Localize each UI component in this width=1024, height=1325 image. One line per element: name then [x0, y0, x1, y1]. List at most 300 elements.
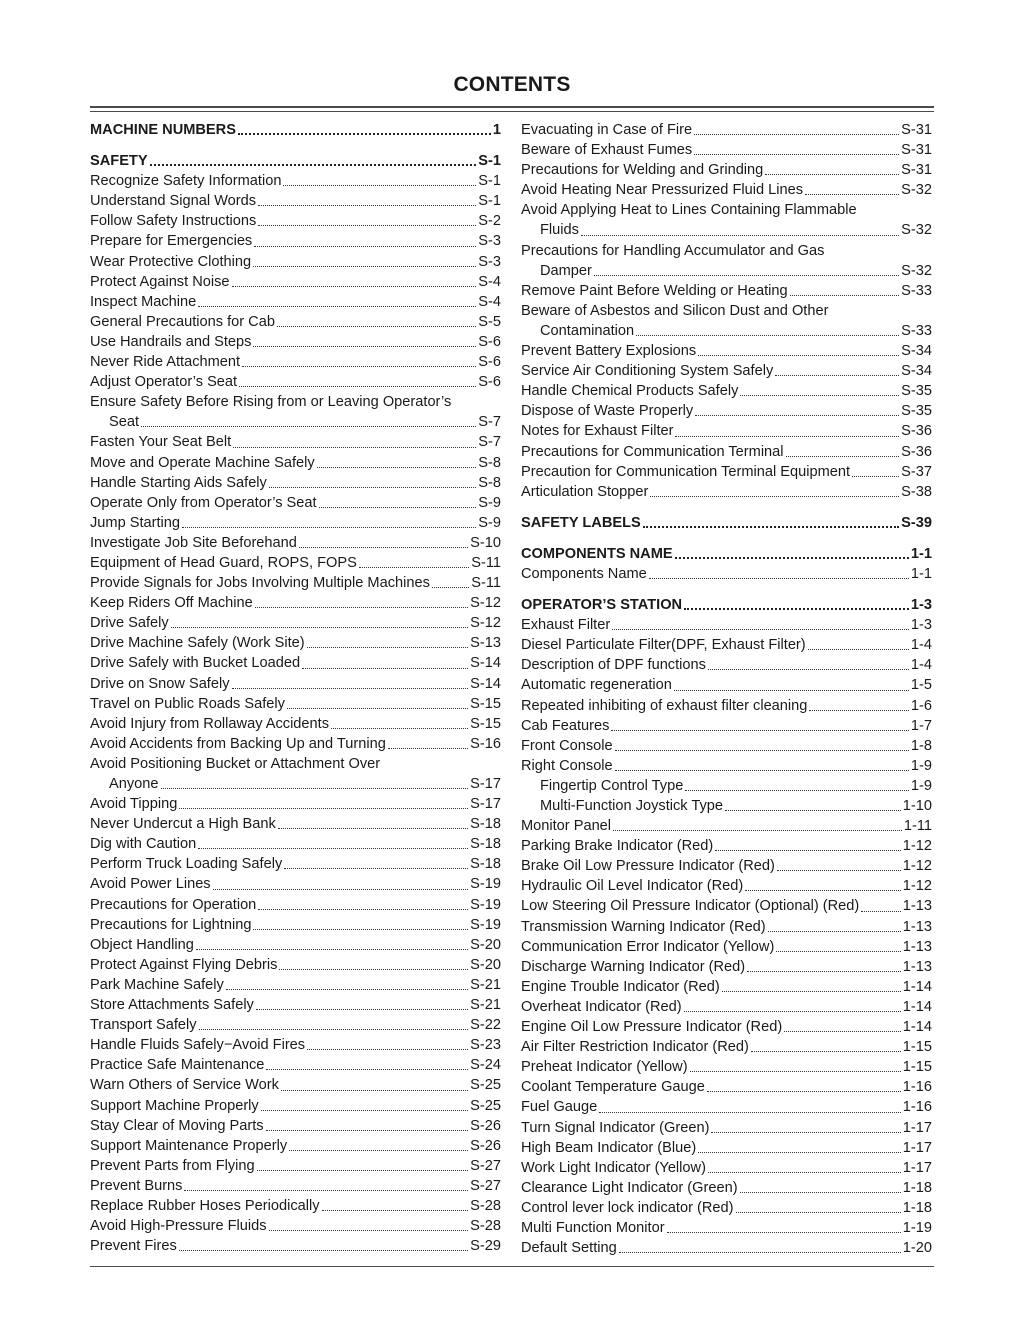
toc-leader-dots — [359, 567, 469, 568]
toc-entry-title: Preheat Indicator (Yellow) — [521, 1059, 688, 1076]
toc-entry[interactable] — [90, 834, 501, 854]
toc-entry[interactable] — [521, 281, 932, 301]
toc-page-number: S-1 — [478, 193, 501, 210]
toc-entry[interactable] — [521, 816, 932, 836]
toc-page-number: 1-13 — [902, 938, 932, 955]
toc-leader-dots — [740, 395, 899, 396]
toc-entry[interactable] — [90, 1096, 501, 1116]
toc-entry[interactable] — [90, 633, 501, 653]
toc-page-number: 1-20 — [902, 1240, 932, 1257]
toc-leader-dots — [649, 578, 909, 579]
toc-page-number: S-3 — [478, 253, 501, 270]
toc-leader-dots — [599, 1112, 901, 1113]
toc-leader-dots — [284, 868, 468, 869]
toc-entry[interactable] — [90, 694, 501, 714]
toc-entry[interactable] — [521, 937, 932, 957]
toc-entry-title: COMPONENTS NAME — [521, 545, 673, 562]
toc-page-number: S-7 — [478, 434, 501, 451]
toc-entry[interactable] — [90, 533, 501, 553]
toc-section-entry[interactable] — [521, 544, 932, 564]
toc-page-number: 1-11 — [903, 818, 932, 835]
toc-leader-dots — [281, 1090, 468, 1091]
toc-entry[interactable] — [521, 635, 932, 655]
toc-leader-dots — [266, 1069, 468, 1070]
toc-page-number: 1-13 — [902, 898, 932, 915]
toc-entry-title: Automatic regeneration — [521, 677, 672, 694]
toc-entry[interactable] — [90, 653, 501, 673]
toc-leader-dots — [258, 205, 476, 206]
toc-leader-dots — [694, 134, 899, 135]
toc-entry[interactable] — [90, 312, 501, 332]
toc-entry[interactable] — [521, 876, 932, 896]
toc-entry[interactable] — [90, 372, 501, 392]
toc-entry-title: Drive on Snow Safely — [90, 675, 230, 692]
toc-page-number: S-14 — [470, 655, 501, 672]
toc-leader-dots — [253, 266, 476, 267]
toc-leader-dots — [432, 587, 469, 588]
toc-entry-title: High Beam Indicator (Blue) — [521, 1139, 697, 1156]
toc-page-number: S-10 — [470, 534, 501, 551]
toc-entry[interactable] — [521, 1158, 932, 1178]
toc-page-number: S-31 — [901, 122, 932, 138]
page-title: CONTENTS — [453, 73, 571, 96]
toc-entry-title: Drive Safely — [90, 615, 169, 632]
toc-page-number: S-7 — [478, 414, 501, 431]
toc-page-number: S-13 — [470, 635, 501, 652]
toc-entry-title: Travel on Public Roads Safely — [90, 695, 285, 712]
toc-entry-title: Protect Against Noise — [90, 273, 230, 290]
toc-page-number: 1-12 — [902, 838, 932, 855]
toc-entry-title: Warn Others of Service Work — [90, 1077, 279, 1094]
toc-entry-title: Fasten Your Seat Belt — [90, 434, 232, 451]
toc-entry[interactable] — [521, 957, 932, 977]
toc-page-number: 1-3 — [910, 597, 932, 614]
toc-entry-title: Transmission Warning Indicator (Red) — [521, 918, 766, 935]
toc-entry-title: Stay Clear of Moving Parts — [90, 1117, 264, 1134]
toc-entry-title: Precaution for Communication Terminal Equipment — [521, 463, 851, 480]
toc-page-number: S-1 — [478, 153, 501, 170]
toc-leader-dots — [307, 1049, 468, 1050]
toc-leader-dots — [615, 750, 909, 751]
contents-column-right — [521, 120, 932, 1258]
toc-leader-dots — [643, 526, 899, 528]
toc-entry[interactable] — [521, 564, 932, 584]
toc-entry[interactable] — [90, 432, 501, 452]
toc-entry[interactable] — [90, 191, 501, 211]
toc-page-number: S-32 — [901, 222, 932, 239]
toc-leader-dots — [685, 790, 909, 791]
toc-leader-dots — [594, 275, 899, 276]
toc-entry[interactable] — [90, 473, 501, 493]
toc-leader-dots — [254, 246, 476, 247]
toc-entry[interactable] — [521, 1077, 932, 1097]
toc-page-number: S-15 — [470, 695, 501, 712]
toc-entry[interactable] — [90, 895, 501, 915]
toc-entry[interactable] — [90, 995, 501, 1015]
toc-entry[interactable] — [521, 160, 932, 180]
toc-entry-title: Prevent Burns — [90, 1177, 183, 1194]
toc-page-number: 1-16 — [902, 1099, 932, 1116]
toc-entry[interactable] — [90, 252, 501, 272]
toc-leader-dots — [675, 436, 899, 437]
toc-leader-dots — [708, 1172, 901, 1173]
toc-entry[interactable] — [521, 220, 932, 240]
toc-entry[interactable] — [90, 1035, 501, 1055]
toc-entry-title: Use Handrails and Steps — [90, 333, 252, 350]
toc-entry[interactable] — [521, 856, 932, 876]
toc-entry-title: Coolant Temperature Gauge — [521, 1079, 705, 1096]
toc-entry[interactable] — [521, 776, 932, 796]
toc-entry-title: Object Handling — [90, 936, 194, 953]
toc-leader-dots — [776, 951, 900, 952]
toc-leader-dots — [852, 476, 899, 477]
toc-entry-title: Control lever lock indicator (Red) — [521, 1199, 734, 1216]
toc-entry[interactable] — [90, 955, 501, 975]
toc-section-entry[interactable] — [521, 513, 932, 533]
toc-entry[interactable] — [521, 482, 932, 502]
toc-entry-title: Operate Only from Operator’s Seat — [90, 494, 317, 511]
toc-entry-title: Repeated inhibiting of exhaust filter cleaning — [521, 697, 808, 714]
toc-page-number: S-37 — [901, 463, 932, 480]
toc-entry-title: Cab Features — [521, 717, 610, 734]
toc-entry[interactable] — [521, 442, 932, 462]
toc-entry[interactable] — [90, 1015, 501, 1035]
toc-entry-title-line[interactable]: Ensure Safety Before Rising from or Leaving Operator’s — [90, 394, 452, 411]
toc-entry[interactable] — [90, 211, 501, 231]
toc-entry-title: Avoid Tipping — [90, 796, 178, 813]
toc-entry[interactable] — [521, 1218, 932, 1238]
toc-entry[interactable] — [90, 453, 501, 473]
toc-leader-dots — [278, 828, 468, 829]
section-gap — [521, 533, 932, 544]
toc-entry-title-line[interactable]: Precautions for Handling Accumulator and Gas — [521, 242, 825, 259]
toc-entry-title: Turn Signal Indicator (Green) — [521, 1119, 710, 1136]
toc-entry[interactable] — [90, 814, 501, 834]
toc-page-number: S-6 — [478, 374, 501, 391]
toc-entry[interactable] — [521, 321, 932, 341]
toc-entry[interactable] — [521, 140, 932, 160]
toc-page-number: S-26 — [470, 1117, 501, 1134]
toc-leader-dots — [708, 669, 909, 670]
toc-leader-dots — [784, 1031, 901, 1032]
toc-entry-title: Remove Paint Before Welding or Heating — [521, 282, 788, 299]
toc-page-number: 1-9 — [910, 757, 932, 774]
toc-entry[interactable] — [90, 1055, 501, 1075]
toc-entry[interactable] — [521, 261, 932, 281]
toc-entry[interactable] — [90, 553, 501, 573]
toc-leader-dots — [747, 971, 901, 972]
section-gap — [90, 140, 501, 151]
toc-page-number: S-39 — [901, 514, 932, 531]
toc-page-number: 1-1 — [910, 565, 932, 582]
toc-entry[interactable] — [521, 917, 932, 937]
toc-entry-title: Anyone — [109, 776, 159, 792]
toc-entry-title: Evacuating in Case of Fire — [521, 122, 693, 138]
toc-entry[interactable] — [521, 796, 932, 816]
toc-entry-title: Diesel Particulate Filter(DPF, Exhaust Filter) — [521, 637, 806, 654]
toc-entry-title: Avoid Injury from Rollaway Accidents — [90, 715, 330, 732]
toc-entry[interactable] — [90, 1176, 501, 1196]
toc-entry-title: SAFETY LABELS — [521, 514, 641, 531]
toc-entry-title: Support Maintenance Properly — [90, 1137, 288, 1154]
toc-entry[interactable] — [521, 675, 932, 695]
toc-leader-dots — [279, 969, 468, 970]
top-rule — [90, 106, 934, 108]
toc-leader-dots — [302, 668, 468, 669]
toc-entry[interactable] — [521, 1037, 932, 1057]
toc-page-number: S-32 — [901, 182, 932, 199]
toc-entry[interactable] — [90, 1156, 501, 1176]
toc-entry[interactable] — [90, 613, 501, 633]
toc-leader-dots — [619, 1252, 901, 1253]
toc-entry[interactable] — [90, 231, 501, 251]
toc-page-number: S-32 — [901, 262, 932, 279]
toc-entry-title: Equipment of Head Guard, ROPS, FOPS — [90, 554, 357, 571]
toc-leader-dots — [722, 991, 901, 992]
toc-entry-title: Prepare for Emergencies — [90, 233, 253, 250]
toc-entry[interactable] — [90, 1236, 501, 1256]
toc-page-number: 1-15 — [902, 1059, 932, 1076]
toc-entry-title: Avoid High-Pressure Fluids — [90, 1218, 267, 1235]
toc-entry[interactable] — [90, 272, 501, 292]
toc-leader-dots — [239, 386, 476, 387]
toc-entry-title: Notes for Exhaust Filter — [521, 423, 674, 440]
toc-entry-title: Drive Safely with Bucket Loaded — [90, 655, 301, 672]
toc-page-number: 1-14 — [902, 1019, 932, 1036]
toc-entry[interactable] — [90, 874, 501, 894]
toc-page-number: 1-1 — [910, 545, 932, 562]
toc-page-number: S-23 — [470, 1037, 501, 1054]
toc-entry[interactable] — [521, 716, 932, 736]
toc-leader-dots — [690, 1071, 901, 1072]
toc-entry[interactable] — [90, 412, 501, 432]
toc-entry-title: Beware of Exhaust Fumes — [521, 142, 693, 159]
toc-page-number: 1-18 — [902, 1199, 932, 1216]
toc-page-number: S-17 — [470, 776, 501, 792]
toc-entry[interactable] — [90, 935, 501, 955]
toc-entry-title: Seat — [109, 414, 140, 431]
toc-entry-title: Description of DPF functions — [521, 657, 706, 674]
toc-entry[interactable] — [90, 774, 501, 794]
toc-entry[interactable] — [521, 1017, 932, 1037]
toc-entry[interactable] — [90, 1116, 501, 1136]
toc-page-number: S-20 — [470, 936, 501, 953]
toc-leader-dots — [736, 1212, 901, 1213]
toc-entry[interactable] — [521, 1198, 932, 1218]
toc-page-number: S-11 — [471, 554, 501, 571]
toc-entry[interactable] — [521, 361, 932, 381]
toc-page-number: S-21 — [470, 976, 501, 993]
toc-entry[interactable] — [90, 854, 501, 874]
toc-leader-dots — [694, 154, 899, 155]
toc-entry[interactable] — [521, 462, 932, 482]
toc-entry-title: Multi Function Monitor — [521, 1219, 665, 1236]
toc-page-number: S-9 — [478, 494, 501, 511]
toc-entry-title: Precautions for Communication Terminal — [521, 443, 784, 460]
toc-leader-dots — [171, 627, 469, 628]
toc-section-entry[interactable] — [521, 595, 932, 615]
toc-leader-dots — [786, 456, 900, 457]
toc-entry[interactable] — [90, 1136, 501, 1156]
toc-leader-dots — [695, 415, 899, 416]
toc-entry[interactable] — [521, 736, 932, 756]
toc-entry[interactable] — [90, 352, 501, 372]
toc-entry[interactable] — [521, 120, 932, 140]
toc-entry-title: Overheat Indicator (Red) — [521, 998, 682, 1015]
toc-leader-dots — [299, 547, 468, 548]
toc-leader-dots — [698, 1152, 901, 1153]
toc-leader-dots — [388, 748, 468, 749]
toc-page-number: 1-3 — [910, 617, 932, 634]
toc-entry[interactable] — [90, 573, 501, 593]
toc-entry[interactable] — [521, 1138, 932, 1158]
toc-entry-title: Never Undercut a High Bank — [90, 816, 276, 833]
toc-page-number: 1-5 — [910, 677, 932, 694]
toc-entry[interactable] — [90, 1216, 501, 1236]
toc-entry-title: Monitor Panel — [521, 818, 612, 835]
toc-entry[interactable] — [521, 1118, 932, 1138]
toc-leader-dots — [196, 949, 468, 950]
toc-entry[interactable] — [521, 756, 932, 776]
toc-leader-dots — [242, 366, 476, 367]
toc-page-number: 1-9 — [910, 777, 932, 794]
toc-entry-title: Fuel Gauge — [521, 1099, 598, 1116]
toc-entry-title: Fluids — [540, 222, 579, 239]
toc-page-number: S-14 — [470, 675, 501, 692]
toc-entry-title: Handle Chemical Products Safely — [521, 383, 739, 400]
toc-entry[interactable] — [90, 674, 501, 694]
toc-entry[interactable] — [90, 734, 501, 754]
toc-page-number: S-19 — [470, 916, 501, 933]
toc-page-number: S-4 — [478, 293, 501, 310]
toc-entry[interactable] — [90, 714, 501, 734]
toc-entry-title: Avoid Heating Near Pressurized Fluid Lines — [521, 182, 804, 199]
toc-entry[interactable] — [521, 997, 932, 1017]
toc-entry[interactable] — [90, 292, 501, 312]
toc-entry[interactable] — [521, 1238, 932, 1258]
toc-entry[interactable] — [521, 696, 932, 716]
toc-entry[interactable] — [521, 1097, 932, 1117]
toc-entry-title: Precautions for Welding and Grinding — [521, 162, 764, 179]
toc-section-entry[interactable] — [90, 151, 501, 171]
toc-leader-dots — [725, 810, 901, 811]
top-rule-thin — [90, 111, 934, 112]
toc-entry[interactable] — [521, 381, 932, 401]
toc-page-number: S-6 — [478, 354, 501, 371]
toc-entry-title: Avoid Accidents from Backing Up and Turning — [90, 735, 386, 752]
toc-leader-dots — [161, 788, 469, 789]
toc-entry-title: Articulation Stopper — [521, 483, 649, 500]
toc-entry-title: Components Name — [521, 565, 647, 582]
toc-entry[interactable] — [521, 421, 932, 441]
toc-entry[interactable] — [90, 1075, 501, 1095]
toc-entry[interactable] — [521, 896, 932, 916]
toc-entry[interactable] — [90, 915, 501, 935]
toc-leader-dots — [199, 1029, 469, 1030]
toc-entry[interactable] — [521, 1057, 932, 1077]
toc-entry[interactable] — [521, 1178, 932, 1198]
toc-page-number: S-3 — [478, 233, 501, 250]
toc-page-number: 1-17 — [902, 1159, 932, 1176]
toc-entry[interactable] — [521, 180, 932, 200]
toc-entry-title: Engine Oil Low Pressure Indicator (Red) — [521, 1019, 783, 1036]
toc-entry-title: MACHINE NUMBERS — [90, 122, 236, 138]
toc-entry[interactable] — [521, 977, 932, 997]
toc-page-number: S-28 — [470, 1197, 501, 1214]
toc-entry-title: Parking Brake Indicator (Red) — [521, 838, 714, 855]
toc-page-number: S-34 — [901, 363, 932, 380]
toc-page-number: S-9 — [478, 514, 501, 531]
toc-entry-title: Handle Fluids Safely−Avoid Fires — [90, 1037, 306, 1054]
toc-entry[interactable] — [90, 332, 501, 352]
toc-entry-title: Prevent Battery Explosions — [521, 343, 697, 360]
toc-entry[interactable] — [521, 341, 932, 361]
toc-page-number: S-34 — [901, 343, 932, 360]
toc-entry-title: Move and Operate Machine Safely — [90, 454, 315, 471]
toc-page-number: S-36 — [901, 423, 932, 440]
toc-page-number: 1-18 — [902, 1179, 932, 1196]
toc-leader-dots — [611, 730, 908, 731]
toc-leader-dots — [615, 770, 909, 771]
toc-page-number: 1-17 — [902, 1139, 932, 1156]
toc-entry-title-line[interactable]: Avoid Applying Heat to Lines Containing Flammable — [521, 202, 857, 219]
toc-page-number: 1-8 — [910, 737, 932, 754]
toc-leader-dots — [287, 708, 468, 709]
toc-entry[interactable] — [521, 615, 932, 635]
toc-page-number: 1-16 — [902, 1079, 932, 1096]
toc-entry[interactable] — [90, 975, 501, 995]
toc-leader-dots — [258, 909, 468, 910]
toc-entry-title: Practice Safe Maintenance — [90, 1057, 265, 1074]
toc-entry-title: Prevent Fires — [90, 1238, 177, 1255]
toc-section-entry[interactable] — [90, 120, 501, 140]
toc-entry[interactable] — [90, 794, 501, 814]
toc-entry-title: Transport Safely — [90, 1017, 197, 1034]
toc-page-number: S-33 — [901, 322, 932, 339]
toc-entry[interactable] — [90, 171, 501, 191]
toc-leader-dots — [179, 1250, 468, 1251]
toc-leader-dots — [711, 1132, 900, 1133]
toc-leader-dots — [612, 629, 909, 630]
toc-page-number: 1-4 — [910, 637, 932, 654]
toc-leader-dots — [613, 830, 902, 831]
toc-leader-dots — [684, 608, 909, 610]
toc-page-number: 1-14 — [902, 998, 932, 1015]
toc-page-number: S-31 — [901, 162, 932, 179]
toc-leader-dots — [707, 1091, 901, 1092]
toc-entry-title: Adjust Operator’s Seat — [90, 374, 238, 391]
toc-entry-title: Replace Rubber Hoses Periodically — [90, 1197, 320, 1214]
toc-entry[interactable] — [521, 836, 932, 856]
toc-page-number: 1-19 — [902, 1219, 932, 1236]
toc-leader-dots — [667, 1232, 901, 1233]
toc-leader-dots — [768, 931, 901, 932]
toc-entry[interactable] — [90, 513, 501, 533]
toc-entry[interactable] — [90, 1196, 501, 1216]
toc-entry-title: Work Light Indicator (Yellow) — [521, 1159, 706, 1176]
toc-entry[interactable] — [521, 655, 932, 675]
toc-entry[interactable] — [90, 593, 501, 613]
toc-leader-dots — [256, 1009, 468, 1010]
toc-leader-dots — [184, 1190, 468, 1191]
toc-page-number: 1-14 — [902, 978, 932, 995]
toc-entry-title-line[interactable]: Avoid Positioning Bucket or Attachment Over — [90, 755, 381, 772]
toc-page-number: S-19 — [470, 896, 501, 913]
toc-entry-title-line[interactable]: Beware of Asbestos and Silicon Dust and Other — [521, 302, 829, 319]
toc-entry[interactable] — [90, 493, 501, 513]
toc-leader-dots — [232, 688, 469, 689]
toc-entry[interactable] — [521, 401, 932, 421]
